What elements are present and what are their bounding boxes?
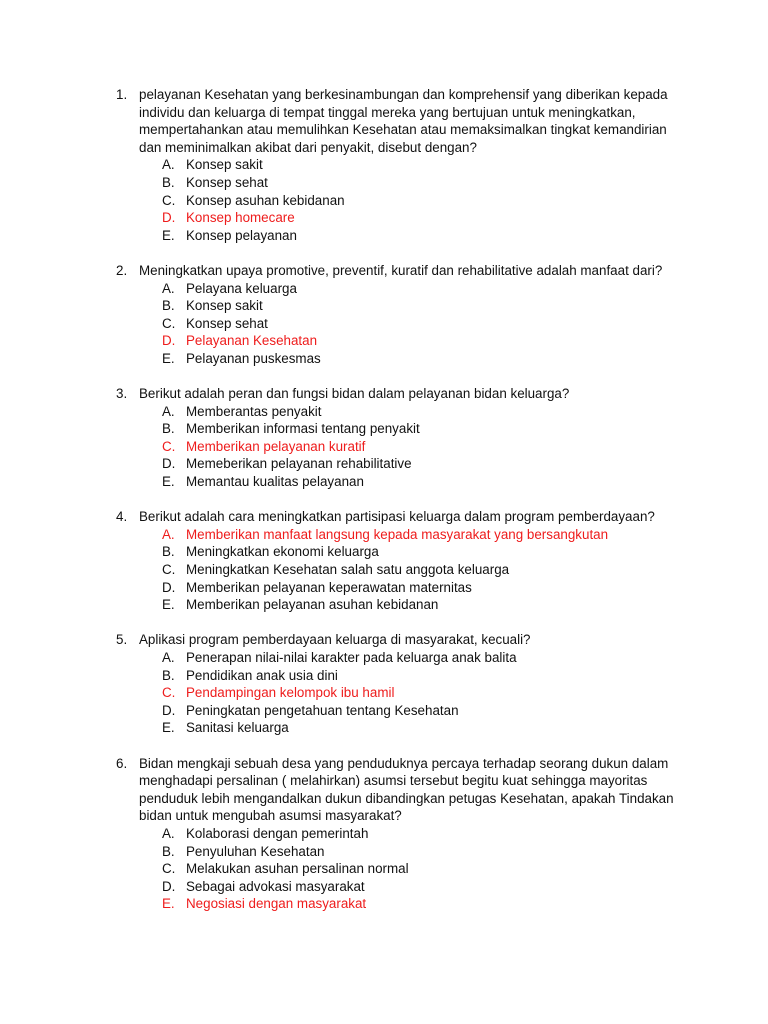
- option-text: Konsep homecare: [186, 210, 295, 226]
- answer-option: [0, 280, 768, 298]
- option-letter: E.: [162, 896, 175, 912]
- answer-option-correct: [0, 438, 768, 456]
- question-1: [0, 86, 768, 244]
- option-text: Memberikan pelayanan keperawatan maternitas: [186, 579, 472, 595]
- question-text-line: Berikut adalah cara meningkatkan partisipasi keluarga dalam program pemberdayaan?: [139, 509, 655, 525]
- answer-option-correct: [0, 332, 768, 350]
- question-text-line: Berikut adalah peran dan fungsi bidan dalam pelayanan bidan keluarga?: [139, 386, 570, 402]
- option-letter: E.: [162, 597, 175, 613]
- question-text-line: Meningkatkan upaya promotive, preventif, kuratif dan rehabilitative adalah manfaat dari?: [139, 262, 663, 278]
- option-letter: A.: [162, 526, 175, 542]
- question-text: [139, 86, 669, 156]
- option-text: Konsep sakit: [186, 157, 263, 173]
- option-text: Pelayana keluarga: [186, 280, 297, 296]
- option-text: Konsep sakit: [186, 298, 263, 314]
- question-number: 2.: [116, 262, 128, 278]
- answer-options: [0, 526, 768, 614]
- option-text: Peningkatan pengetahuan tentang Kesehatan: [186, 702, 459, 718]
- option-letter: A.: [162, 825, 175, 841]
- option-text: Konsep asuhan kebidanan: [186, 192, 345, 208]
- answer-option: [0, 156, 768, 174]
- option-letter: B.: [162, 843, 175, 859]
- question-5: [0, 631, 768, 737]
- option-text: Memantau kualitas pelayanan: [186, 474, 364, 490]
- question-text: [139, 755, 674, 825]
- answer-options: [0, 156, 768, 244]
- answer-option: [0, 860, 768, 878]
- option-text: Sanitasi keluarga: [186, 720, 289, 736]
- option-letter: E.: [162, 227, 175, 243]
- answer-option-correct: [0, 895, 768, 913]
- option-letter: C.: [162, 685, 176, 701]
- option-letter: E.: [162, 474, 175, 490]
- answer-option: [0, 667, 768, 685]
- answer-option: [0, 192, 768, 210]
- option-text: Memberikan pelayanan asuhan kebidanan: [186, 597, 439, 613]
- answer-option: [0, 878, 768, 896]
- option-text: Memeberikan pelayanan rehabilitative: [186, 456, 412, 472]
- option-letter: A.: [162, 650, 175, 665]
- answer-option-correct: [0, 684, 768, 702]
- option-letter: D.: [162, 333, 176, 349]
- question-text: [139, 508, 669, 526]
- answer-option: [0, 702, 768, 720]
- option-text: Sebagai advokasi masyarakat: [186, 878, 365, 894]
- option-letter: C.: [162, 562, 176, 578]
- question-text-line: Bidan mengkaji sebuah desa yang penduduknya percaya terhadap seorang dukun dalam: [139, 755, 669, 771]
- option-letter: C.: [162, 861, 176, 877]
- answer-option: [0, 315, 768, 333]
- answer-option: [0, 473, 768, 491]
- answer-option: [0, 455, 768, 473]
- question-4: [0, 508, 768, 614]
- answer-option: [0, 227, 768, 245]
- option-letter: B.: [162, 544, 175, 560]
- option-text: Meningkatkan Kesehatan salah satu anggota keluarga: [186, 562, 510, 578]
- option-text: Pendidikan anak usia dini: [186, 667, 338, 683]
- answer-option: [0, 561, 768, 579]
- option-text: Penerapan nilai-nilai karakter pada keluarga anak balita: [186, 650, 517, 665]
- question-number: 4.: [116, 509, 128, 525]
- answer-option: [0, 174, 768, 192]
- question-text-line: Aplikasi program pemberdayaan keluarga di masyarakat, kecuali?: [139, 632, 531, 648]
- answer-option-correct: [0, 526, 768, 544]
- question-2: [0, 262, 768, 368]
- question-text-line: penduduk lebih mengandalkan dukun dibandingkan petugas Kesehatan, apakah Tindakan: [139, 790, 674, 806]
- answer-options: [0, 403, 768, 491]
- question-text: [139, 262, 669, 280]
- option-letter: D.: [162, 456, 176, 472]
- option-text: Memberantas penyakit: [186, 403, 322, 419]
- option-letter: C.: [162, 438, 176, 454]
- answer-options: [0, 649, 768, 737]
- option-text: Memberikan pelayanan kuratif: [186, 438, 366, 454]
- answer-option-correct: [0, 209, 768, 227]
- answer-options: [0, 280, 768, 368]
- option-letter: A.: [162, 157, 175, 173]
- question-text-line: bidan untuk mengubah asumsi masyarakat?: [139, 808, 402, 824]
- option-text: Konsep sehat: [186, 174, 268, 190]
- question-number: 3.: [116, 386, 128, 402]
- option-letter: B.: [162, 298, 175, 314]
- answer-option: [0, 543, 768, 561]
- question-text-line: dan meminimalkan akibat dari penyakit, disebut dengan?: [139, 139, 477, 155]
- option-letter: B.: [162, 174, 175, 190]
- option-letter: A.: [162, 403, 175, 419]
- option-text: Negosiasi dengan masyarakat: [186, 896, 367, 912]
- option-text: Penyuluhan Kesehatan: [186, 843, 325, 859]
- answer-option: [0, 297, 768, 315]
- option-text: Pelayanan puskesmas: [186, 350, 321, 366]
- question-text-line: pelayanan Kesehatan yang berkesinambungan dan komprehensif yang diberikan kepada: [139, 87, 668, 102]
- question-number: 6.: [116, 755, 128, 771]
- option-text: Memberikan informasi tentang penyakit: [186, 421, 420, 437]
- question-3: [0, 385, 768, 491]
- answer-options: [0, 825, 768, 913]
- answer-option: [0, 596, 768, 614]
- option-text: Kolaborasi dengan pemerintah: [186, 825, 369, 841]
- question-text-line: mempertahankan atau memulihkan Kesehatan atau memaksimalkan tingkat kemandirian: [139, 122, 667, 138]
- answer-option: [0, 649, 768, 667]
- option-text: Memberikan manfaat langsung kepada masyarakat yang bersangkutan: [186, 526, 609, 542]
- option-letter: B.: [162, 421, 175, 437]
- option-letter: A.: [162, 280, 175, 296]
- option-letter: B.: [162, 667, 175, 683]
- question-6: [0, 755, 768, 913]
- option-letter: C.: [162, 315, 176, 331]
- option-letter: D.: [162, 702, 176, 718]
- option-letter: D.: [162, 210, 176, 226]
- question-text-line: individu dan keluarga di tempat tinggal mereka yang bertujuan untuk meningkatkan,: [139, 104, 636, 120]
- question-text: [139, 631, 669, 649]
- answer-option: [0, 403, 768, 421]
- answer-option: [0, 420, 768, 438]
- document-page: [0, 86, 768, 931]
- option-text: Pendampingan kelompok ibu hamil: [186, 685, 395, 701]
- answer-option: [0, 350, 768, 368]
- answer-option: [0, 719, 768, 737]
- option-text: Meningkatkan ekonomi keluarga: [186, 544, 379, 560]
- question-text-line: menghadapi persalinan ( melahirkan) asumsi tersebut begitu kuat sehingga mayoritas: [139, 773, 648, 789]
- option-text: Konsep sehat: [186, 315, 268, 331]
- answer-option: [0, 825, 768, 843]
- option-text: Konsep pelayanan: [186, 227, 297, 243]
- option-letter: D.: [162, 579, 176, 595]
- answer-option: [0, 579, 768, 597]
- question-number: 5.: [116, 632, 128, 648]
- option-letter: C.: [162, 192, 176, 208]
- option-letter: E.: [162, 350, 175, 366]
- answer-option: [0, 843, 768, 861]
- option-text: Melakukan asuhan persalinan normal: [186, 861, 409, 877]
- question-text: [139, 385, 669, 403]
- question-number: 1.: [116, 87, 128, 102]
- option-text: Pelayanan Kesehatan: [186, 333, 318, 349]
- option-letter: E.: [162, 720, 175, 736]
- option-letter: D.: [162, 878, 176, 894]
